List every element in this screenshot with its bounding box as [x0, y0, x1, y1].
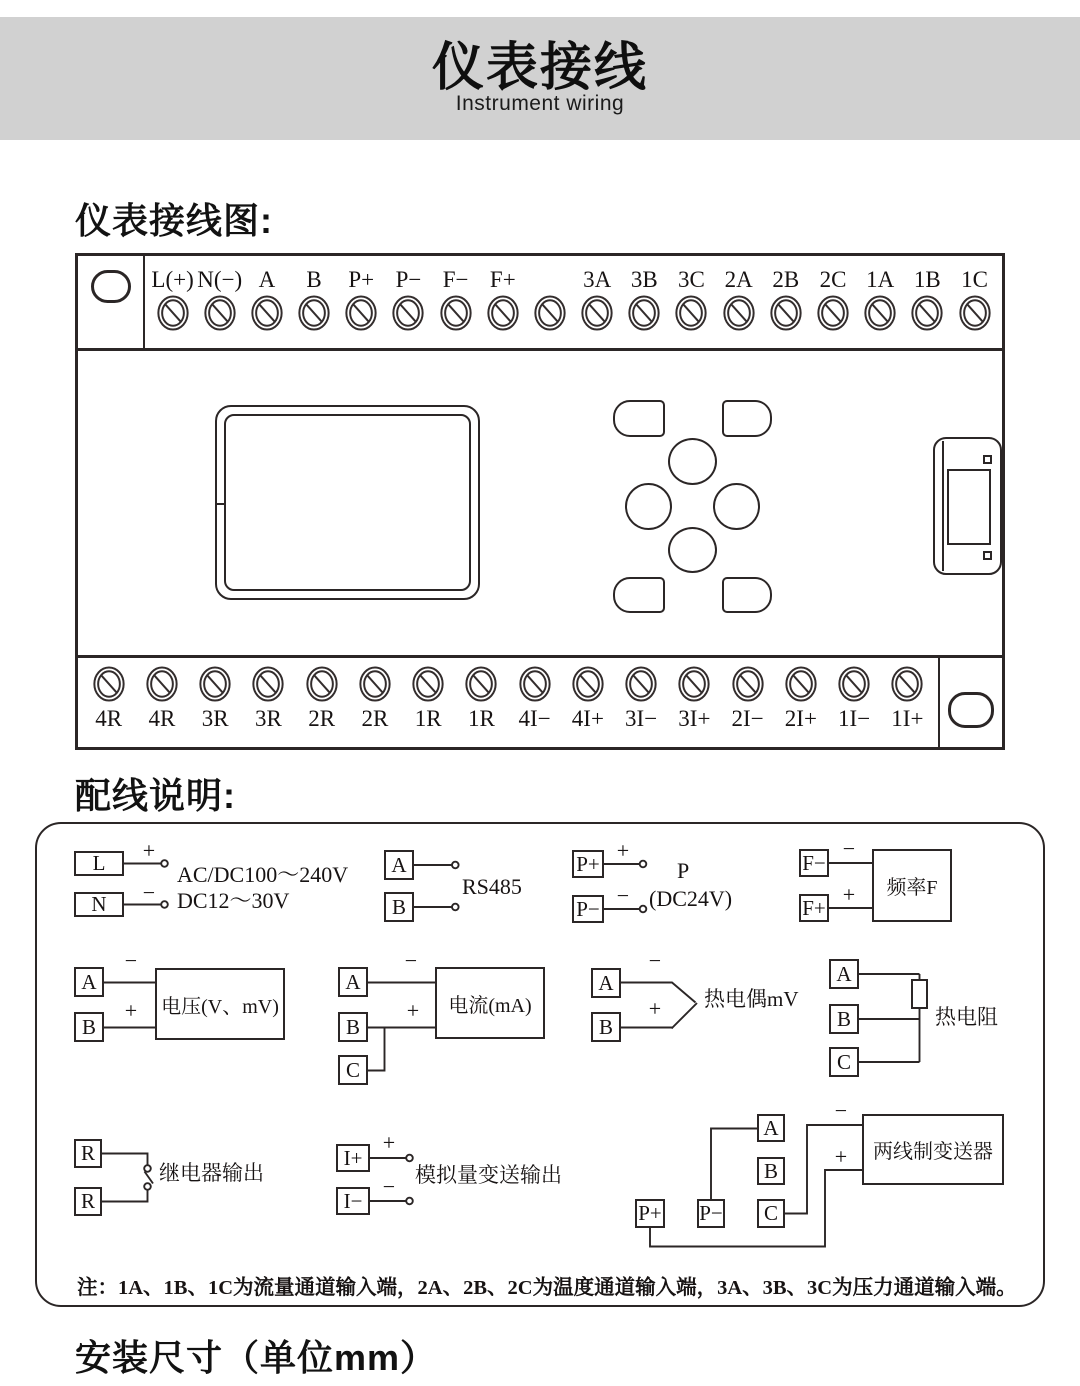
screw-terminal-icon	[297, 294, 331, 332]
terminal-label: 4R	[95, 706, 123, 731]
screw-terminal-icon	[769, 294, 803, 332]
terminal-cell	[715, 256, 762, 332]
key-right	[713, 483, 760, 530]
terminal-label: R	[80, 1141, 95, 1165]
device-body	[78, 351, 1002, 655]
wiring-diagram-heading: 仪表接线图:	[75, 200, 273, 241]
terminal-box-P-minus	[697, 1199, 725, 1228]
terminal-cell	[135, 658, 188, 732]
polarity-plus: +	[834, 1144, 848, 1169]
terminal-cell	[526, 256, 573, 332]
terminal-cell	[242, 658, 295, 732]
key-top-right	[722, 400, 772, 437]
terminal-box-L	[74, 851, 124, 876]
terminal-label: 2R	[361, 706, 389, 731]
terminal-label: 3I−	[625, 706, 658, 731]
terminal-box-B	[384, 892, 414, 922]
screw-terminal-icon	[203, 294, 237, 332]
terminal-label: 1I−	[838, 706, 871, 731]
rtd-caption: 热电阻	[935, 1005, 998, 1029]
voltage-box: 电压(V、mV)	[155, 968, 285, 1040]
top-terminal-row	[145, 256, 1002, 348]
page-subtitle: Instrument wiring	[455, 91, 625, 115]
terminal-cell	[951, 256, 998, 332]
key-top-left	[613, 400, 665, 437]
terminal-box-C	[757, 1199, 785, 1228]
terminal-label: A	[345, 969, 361, 994]
terminal-cell	[828, 658, 881, 732]
terminal-label: A	[258, 267, 276, 292]
display-screen-inner	[224, 414, 471, 591]
terminal-label: 1R	[414, 706, 442, 731]
terminal-cell	[857, 256, 904, 332]
screw-terminal-icon	[411, 665, 445, 703]
bottom-terminal-row	[78, 658, 938, 747]
screw-terminal-icon	[145, 665, 179, 703]
terminal-label: 4I−	[518, 706, 551, 731]
screw-terminal-icon	[305, 665, 339, 703]
terminal-cell	[149, 256, 196, 332]
screw-terminal-icon	[627, 294, 661, 332]
terminal-label: 2I+	[784, 706, 817, 731]
terminal-label: I−	[343, 1188, 363, 1213]
p-caption-1: P	[677, 858, 690, 883]
terminal-cell	[291, 256, 338, 332]
screw-terminal-icon	[674, 294, 708, 332]
terminal-cell	[295, 658, 348, 732]
frequency-box: 频率F	[872, 849, 952, 922]
terminal-label: B	[391, 894, 406, 919]
polarity-plus: +	[616, 838, 630, 863]
p-caption-2: (DC24V)	[649, 886, 733, 911]
terminal-box-B	[591, 1012, 621, 1042]
terminal-label: F+	[489, 267, 516, 292]
screw-terminal-icon	[92, 665, 126, 703]
terminal-box-B	[829, 1004, 859, 1034]
terminal-box-P-minus	[572, 895, 604, 923]
top-left-mount-box	[78, 256, 145, 348]
terminal-label: B	[598, 1014, 613, 1039]
terminal-box-F-minus	[799, 849, 829, 877]
analog-out-caption: 模拟量变送输出	[415, 1163, 562, 1187]
terminal-label: 3A	[583, 267, 612, 292]
mount-slot-icon	[91, 270, 131, 303]
terminal-label: B	[345, 1014, 360, 1039]
polarity-minus: −	[616, 883, 630, 908]
screw-terminal-icon	[198, 665, 232, 703]
polarity-plus: +	[124, 998, 138, 1023]
screw-terminal-icon	[518, 665, 552, 703]
screw-terminal-icon	[391, 294, 425, 332]
thermocouple-caption: 热电偶mV	[704, 987, 799, 1011]
terminal-cell	[904, 256, 951, 332]
terminal-box-B	[74, 1012, 104, 1042]
terminal-cell	[615, 658, 668, 732]
terminal-cell	[82, 658, 135, 732]
screw-terminal-icon	[251, 665, 285, 703]
polarity-minus: −	[142, 880, 156, 905]
page-header-banner	[0, 17, 1080, 140]
screw-terminal-icon	[910, 294, 944, 332]
terminal-label: 3C	[678, 267, 705, 292]
screw-terminal-icon	[816, 294, 850, 332]
wiring-notes-panel	[35, 822, 1045, 1307]
terminal-box-N	[74, 892, 124, 917]
relay-caption: 继电器输出	[159, 1161, 264, 1185]
screw-terminal-icon	[890, 665, 924, 703]
rs485-caption: RS485	[462, 874, 522, 899]
screw-terminal-icon	[344, 294, 378, 332]
terminal-label: I+	[343, 1145, 363, 1170]
current-box: 电流(mA)	[435, 967, 545, 1039]
terminal-box-C	[829, 1047, 859, 1077]
terminal-box-A	[757, 1114, 785, 1142]
screw-terminal-icon	[731, 665, 765, 703]
screw-terminal-icon	[439, 294, 473, 332]
terminal-label: 3R	[254, 706, 282, 731]
polarity-minus: −	[382, 1174, 396, 1199]
terminal-label: L	[92, 851, 106, 875]
terminal-box-F-plus	[799, 894, 829, 922]
screw-terminal-icon	[486, 294, 520, 332]
terminal-label: N	[91, 892, 107, 916]
terminal-label: 2R	[308, 706, 336, 731]
key-bottom-left	[613, 577, 665, 613]
terminal-label: B	[836, 1006, 851, 1031]
key-left	[625, 483, 672, 530]
polarity-plus: +	[142, 838, 156, 863]
key-down	[668, 527, 717, 573]
terminal-label: A	[598, 970, 614, 995]
terminal-label: R	[80, 1189, 95, 1213]
terminal-box-R	[74, 1139, 102, 1168]
terminal-label: 2B	[772, 267, 800, 292]
key-up	[668, 438, 717, 485]
terminal-cell	[196, 256, 243, 332]
polarity-minus: −	[842, 836, 856, 861]
screw-terminal-icon	[533, 294, 567, 332]
terminal-box-R	[74, 1187, 102, 1216]
terminal-label: A	[763, 1115, 779, 1140]
power-caption-1: AC/DC100～240V	[177, 862, 349, 887]
terminal-label: 1I+	[891, 706, 924, 731]
install-dims-heading: 安装尺寸（单位mm）	[75, 1337, 438, 1378]
terminal-cell	[402, 658, 455, 732]
terminal-box-A	[591, 968, 621, 998]
terminal-cell	[243, 256, 290, 332]
terminal-label: A	[81, 969, 97, 994]
terminal-label: P+	[348, 267, 375, 292]
connector-pin-bottom	[983, 551, 992, 560]
bottom-right-mount-box	[938, 658, 1002, 747]
polarity-minus: −	[124, 948, 138, 973]
terminal-label: 3I+	[678, 706, 711, 731]
terminal-label: 2I−	[731, 706, 764, 731]
terminal-box-A	[829, 959, 859, 989]
terminal-cell	[479, 256, 526, 332]
instrument-device-diagram	[75, 253, 1005, 750]
terminal-cell	[574, 256, 621, 332]
terminal-label: F+	[802, 895, 826, 920]
terminal-cell	[762, 256, 809, 332]
terminal-label: B	[81, 1014, 96, 1039]
terminal-cell	[668, 658, 721, 732]
terminal-cell	[621, 256, 668, 332]
terminal-label: C	[345, 1057, 360, 1082]
terminal-label: 1C	[961, 267, 988, 292]
terminal-label: B	[763, 1158, 778, 1183]
connector-socket	[947, 469, 991, 545]
polarity-plus: +	[382, 1130, 396, 1155]
screw-terminal-icon	[580, 294, 614, 332]
transmitter-box: 两线制变送器	[862, 1114, 1004, 1185]
screw-terminal-icon	[624, 665, 658, 703]
terminal-label: B	[306, 267, 322, 292]
terminal-box-B	[757, 1157, 785, 1185]
terminal-box-P-plus	[635, 1199, 665, 1228]
terminal-label: P+	[638, 1201, 662, 1225]
power-caption-2: DC12～30V	[177, 888, 290, 913]
mount-slot-icon	[948, 692, 994, 728]
screw-terminal-icon	[358, 665, 392, 703]
screw-terminal-icon	[837, 665, 871, 703]
terminal-cell	[432, 256, 479, 332]
terminal-box-P-plus	[572, 850, 604, 878]
terminal-cell	[385, 256, 432, 332]
screw-terminal-icon	[156, 294, 190, 332]
terminal-box-B	[338, 1012, 368, 1042]
terminal-cell	[721, 658, 774, 732]
terminal-label: 1A	[866, 267, 895, 292]
side-connector-port	[933, 437, 1002, 575]
polarity-plus: +	[842, 882, 856, 907]
terminal-label: 1B	[913, 267, 941, 292]
terminal-label: F−	[442, 267, 469, 292]
terminal-cell	[338, 256, 385, 332]
screw-terminal-icon	[958, 294, 992, 332]
terminal-label: P+	[576, 851, 600, 876]
terminal-cell	[668, 256, 715, 332]
key-bottom-right	[722, 577, 772, 613]
terminal-label: L(+)	[151, 267, 194, 292]
terminal-box-I-plus	[336, 1144, 370, 1172]
terminal-label: F−	[802, 850, 826, 875]
screw-terminal-icon	[571, 665, 605, 703]
top-terminal-strip	[78, 256, 1002, 351]
terminal-label: 2A	[724, 267, 753, 292]
terminal-label: A	[836, 961, 852, 986]
screw-terminal-icon	[722, 294, 756, 332]
terminal-cell	[774, 658, 827, 732]
polarity-plus: +	[406, 998, 420, 1023]
terminal-label: 3B	[630, 267, 658, 292]
terminal-label: P−	[576, 896, 600, 921]
screw-terminal-icon	[250, 294, 284, 332]
screw-terminal-icon	[677, 665, 711, 703]
terminal-cell	[881, 658, 934, 732]
terminal-box-A	[338, 967, 368, 997]
terminal-label: A	[391, 852, 407, 877]
terminal-label: 2C	[819, 267, 847, 292]
terminal-label: N(−)	[197, 267, 243, 292]
page-title: 仪表接线	[431, 39, 648, 98]
terminal-label: 3R	[201, 706, 229, 731]
polarity-minus: −	[648, 948, 662, 973]
screw-terminal-icon	[464, 665, 498, 703]
screw-terminal-icon	[784, 665, 818, 703]
terminal-box-I-minus	[336, 1187, 370, 1215]
display-screen	[215, 405, 480, 600]
terminal-cell	[508, 658, 561, 732]
terminal-cell	[189, 658, 242, 732]
polarity-plus: +	[648, 996, 662, 1021]
connector-pin-top	[983, 455, 992, 464]
terminal-label: 4R	[148, 706, 176, 731]
terminal-cell	[809, 256, 856, 332]
terminal-label: 4I+	[571, 706, 604, 731]
terminal-box-A	[384, 850, 414, 880]
bottom-terminal-strip	[78, 655, 1002, 747]
terminal-label: P−	[395, 267, 422, 292]
terminal-box-A	[74, 967, 104, 997]
terminal-box-C	[338, 1055, 368, 1085]
terminal-label: C	[836, 1049, 851, 1074]
terminal-cell	[348, 658, 401, 732]
screw-terminal-icon	[863, 294, 897, 332]
terminal-cell	[561, 658, 614, 732]
channel-note: 注：1A、1B、1C为流量通道输入端，2A、2B、2C为温度通道输入端，3A、3B、3C为压力通道输入端。	[77, 1277, 1017, 1299]
polarity-minus: −	[834, 1098, 848, 1123]
terminal-label: C	[763, 1201, 778, 1225]
connector-edge-line	[942, 441, 944, 571]
terminal-cell	[455, 658, 508, 732]
polarity-minus: −	[404, 948, 418, 973]
terminal-label: 1R	[467, 706, 495, 731]
wiring-notes-heading: 配线说明:	[75, 775, 236, 816]
terminal-label: P−	[699, 1201, 723, 1225]
